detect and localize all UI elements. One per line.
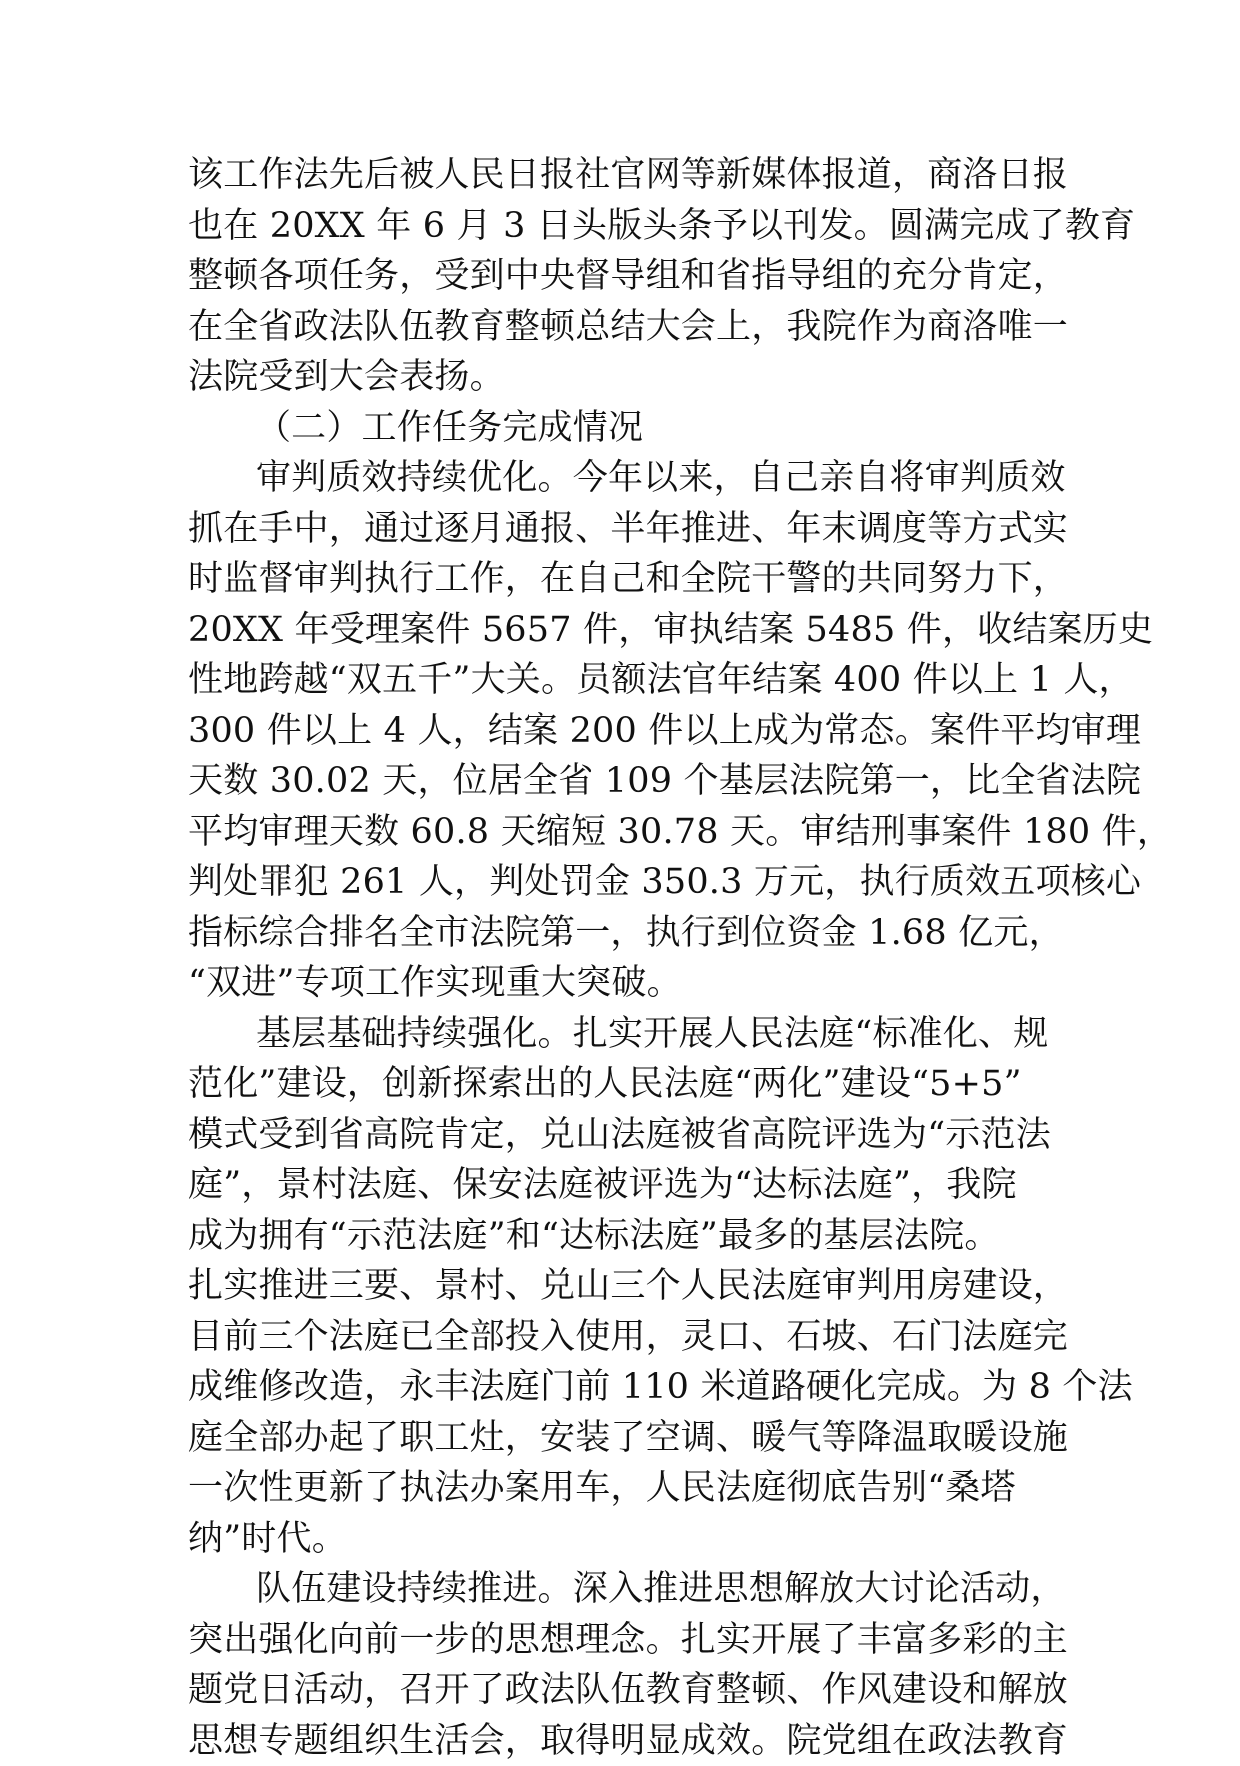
text-line: 题党日活动，召开了政法队伍教育整顿、作风建设和解放	[188, 1665, 1058, 1716]
text-line: 20XX 年受理案件 5657 件，审执结案 5485 件，收结案历史	[188, 605, 1058, 656]
paragraph-start: 审判质效持续优化。今年以来，自己亲自将审判质效	[188, 453, 1058, 504]
text-line: 目前三个法庭已全部投入使用，灵口、石坡、石门法庭完	[188, 1312, 1058, 1363]
text-line: 天数 30.02 天，位居全省 109 个基层法院第一，比全省法院	[188, 756, 1058, 807]
text-line: 范化”建设，创新探索出的人民法庭“两化”建设“5+5”	[188, 1059, 1058, 1110]
paragraph-start: 队伍建设持续推进。深入推进思想解放大讨论活动，	[188, 1564, 1058, 1615]
text-line: 思想专题组织生活会，取得明显成效。院党组在政法教育	[188, 1716, 1058, 1766]
text-line: 突出强化向前一步的思想理念。扎实开展了丰富多彩的主	[188, 1615, 1058, 1666]
text-line: “双进”专项工作实现重大突破。	[188, 958, 1058, 1009]
text-line: 平均审理天数 60.8 天缩短 30.78 天。审结刑事案件 180 件，	[188, 807, 1058, 858]
text-line: 成为拥有“示范法庭”和“达标法庭”最多的基层法院。	[188, 1211, 1058, 1262]
text-line: 也在 20XX 年 6 月 3 日头版头条予以刊发。圆满完成了教育	[188, 201, 1058, 252]
text-line: 一次性更新了执法办案用车，人民法庭彻底告别“桑塔	[188, 1463, 1058, 1514]
text-line: 判处罪犯 261 人，判处罚金 350.3 万元，执行质效五项核心	[188, 857, 1058, 908]
text-line: 扎实推进三要、景村、兑山三个人民法庭审判用房建设，	[188, 1261, 1058, 1312]
text-line: 庭”，景村法庭、保安法庭被评选为“达标法庭”，我院	[188, 1160, 1058, 1211]
text-line: 300 件以上 4 人，结案 200 件以上成为常态。案件平均审理	[188, 706, 1058, 757]
text-line: 时监督审判执行工作，在自己和全院干警的共同努力下，	[188, 554, 1058, 605]
text-line: 成维修改造，永丰法庭门前 110 米道路硬化完成。为 8 个法	[188, 1362, 1058, 1413]
text-line: 指标综合排名全市法院第一，执行到位资金 1.68 亿元，	[188, 908, 1058, 959]
text-line: 在全省政法队伍教育整顿总结大会上，我院作为商洛唯一	[188, 302, 1058, 353]
text-line: 庭全部办起了职工灶，安装了空调、暖气等降温取暖设施	[188, 1413, 1058, 1464]
text-line: 模式受到省高院肯定，兑山法庭被省高院评选为“示范法	[188, 1110, 1058, 1161]
paragraph-start: 基层基础持续强化。扎实开展人民法庭“标准化、规	[188, 1009, 1058, 1060]
section-heading: （二）工作任务完成情况	[188, 403, 1058, 454]
text-line: 纳”时代。	[188, 1514, 1058, 1565]
text-line: 法院受到大会表扬。	[188, 352, 1058, 403]
text-line: 该工作法先后被人民日报社官网等新媒体报道，商洛日报	[188, 150, 1058, 201]
text-line: 整顿各项任务，受到中央督导组和省指导组的充分肯定，	[188, 251, 1058, 302]
body-text	[188, 150, 1058, 1766]
text-line: 性地跨越“双五千”大关。员额法官年结案 400 件以上 1 人，	[188, 655, 1058, 706]
text-line: 抓在手中，通过逐月通报、半年推进、年末调度等方式实	[188, 504, 1058, 555]
